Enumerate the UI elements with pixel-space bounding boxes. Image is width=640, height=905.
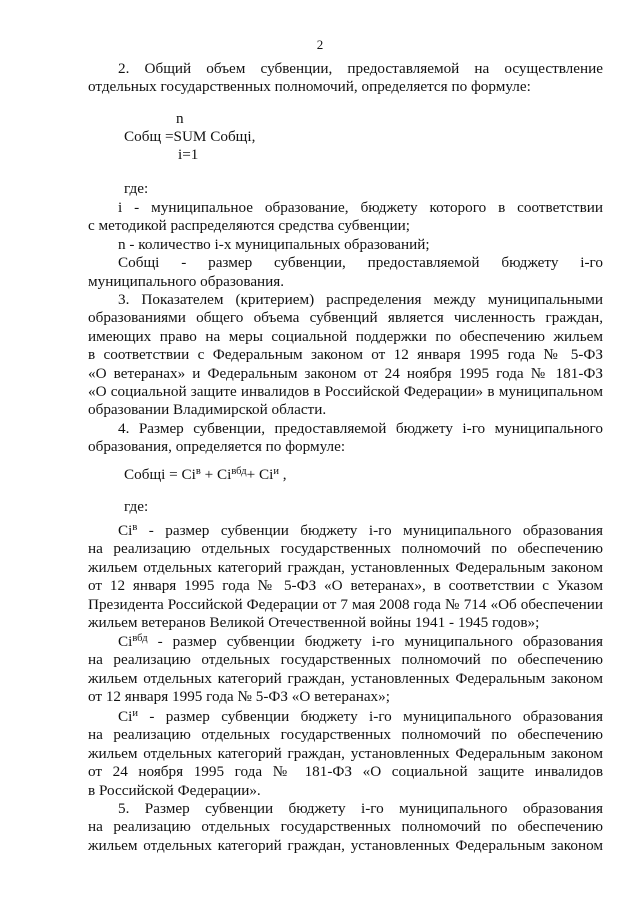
definition-text: - размер субвенции бюджету i-го муниципального образования bbox=[137, 708, 603, 725]
definition-line bbox=[88, 630, 603, 651]
paragraph-line: отдельных государственных полномочий, определяется по формуле: bbox=[88, 78, 531, 96]
formula-part: , bbox=[278, 466, 287, 483]
definition-line: на реализацию отдельных государственных полномочий по обеспечению bbox=[88, 540, 603, 558]
paragraph-line: «О социальной защите инвалидов в Российской Федерации» в муниципальном bbox=[88, 383, 603, 401]
definition-line: жильем отдельных категорий граждан, установленных Федеральным законом bbox=[88, 558, 603, 576]
symbol: Ci bbox=[118, 633, 133, 650]
symbol: Ci bbox=[118, 708, 133, 725]
definition-ci-i bbox=[88, 705, 603, 800]
formula-superscript: и bbox=[273, 466, 279, 477]
definition-line: i - муниципальное образование, бюджету которого в соответствии bbox=[118, 199, 603, 216]
symbol-superscript: в bbox=[132, 522, 138, 533]
definition-line: в Российской Федерации». bbox=[88, 781, 261, 799]
formula-upper-index: n bbox=[176, 110, 184, 127]
definition-text: - размер субвенции бюджету i-го муниципального образования bbox=[137, 522, 603, 539]
definition-line: жильем ветеранов Великой Отечественной войны 1941 - 1945 годов»; bbox=[88, 614, 540, 632]
definition-line: от 12 января 1995 года № 5-ФЗ «О ветеранах», в соответствии с Указом bbox=[88, 577, 603, 595]
where-label: где: bbox=[124, 498, 149, 515]
paragraph-line: 5. Размер субвенции бюджету i-го муниципального образования bbox=[118, 800, 603, 817]
paragraph-line: 4. Размер субвенции, предоставляемой бюджету i-го муниципального bbox=[118, 420, 603, 437]
paragraph-line: 3. Показателем (критерием) распределения между муниципальными bbox=[118, 291, 603, 308]
paragraph-line: в соответствии с Федеральным законом от 12 января 1995 года № 5-ФЗ bbox=[88, 346, 603, 364]
definition-line bbox=[88, 705, 603, 726]
paragraph-line: образования, определяется по формуле: bbox=[88, 438, 346, 456]
definitions-1 bbox=[88, 199, 603, 291]
definition-text: - размер субвенции бюджету i-го муниципального образования bbox=[147, 633, 603, 650]
definition-line: от 12 января 1995 года № 5-ФЗ «О ветеранах»; bbox=[88, 688, 390, 706]
formula-part: Cобщi = Ci bbox=[124, 466, 196, 483]
formula-sum: Cобщ =SUM Cобщi, bbox=[124, 128, 256, 145]
definition-line: муниципального образования. bbox=[88, 272, 285, 290]
paragraph-4 bbox=[88, 420, 603, 457]
definition-line: жильем отдельных категорий граждан, установленных Федеральным законом bbox=[88, 744, 603, 762]
paragraph-2 bbox=[88, 60, 603, 97]
definition-line: на реализацию отдельных государственных полномочий по обеспечению bbox=[88, 726, 603, 744]
paragraph-3 bbox=[88, 291, 603, 420]
definition-line: жильем отдельных категорий граждан, установленных Федеральным законом bbox=[88, 669, 603, 687]
definition-line: Cобщi - размер субвенции, предоставляемой бюджету i-го bbox=[118, 254, 603, 272]
formula-superscript: в bbox=[195, 466, 201, 477]
paragraph-line: имеющих право на меры социальной поддержки по обеспечению жильем bbox=[88, 327, 603, 345]
symbol: Ci bbox=[118, 522, 133, 539]
definition-line: на реализацию отдельных государственных полномочий по обеспечению bbox=[88, 651, 603, 669]
symbol-superscript: вбд bbox=[132, 633, 148, 644]
definition-ci-v bbox=[88, 519, 603, 632]
definition-line: с методикой распределяются средства субвенции; bbox=[88, 217, 411, 235]
symbol-superscript: и bbox=[132, 708, 138, 719]
formula-total bbox=[124, 463, 287, 484]
formula-part: + Ci bbox=[200, 466, 232, 483]
paragraph-5 bbox=[88, 800, 603, 855]
paragraph-line: образованиями общего объема субвенций является численность граждан, bbox=[88, 309, 603, 327]
where-label: где: bbox=[124, 180, 149, 197]
paragraph-line: жильем отдельных категорий граждан, установленных Федеральным законом bbox=[88, 836, 603, 854]
formula-part: + Ci bbox=[246, 466, 274, 483]
formula-lower-index: i=1 bbox=[178, 146, 199, 163]
formula-superscript: вбд bbox=[231, 466, 247, 477]
paragraph-line: образовании Владимирской области. bbox=[88, 401, 327, 419]
page-number: 2 bbox=[316, 37, 324, 52]
definition-line: от 24 ноября 1995 года № 181-ФЗ «О социальной защите инвалидов bbox=[88, 763, 603, 781]
definition-ci-vbd bbox=[88, 630, 603, 707]
paragraph-line: «О ветеранах» и Федеральным законом от 24 ноября 1995 года № 181-ФЗ bbox=[88, 364, 603, 382]
definition-line: n - количество i-х муниципальных образований; bbox=[118, 235, 430, 253]
paragraph-line: 2. Общий объем субвенции, предоставляемой на осуществление bbox=[118, 60, 603, 77]
paragraph-line: на реализацию отдельных государственных полномочий по обеспечению bbox=[88, 818, 603, 836]
definition-line: Президента Российской Федерации от 7 мая 2008 года № 714 «Об обеспечении bbox=[88, 595, 603, 613]
definition-line bbox=[88, 519, 603, 540]
